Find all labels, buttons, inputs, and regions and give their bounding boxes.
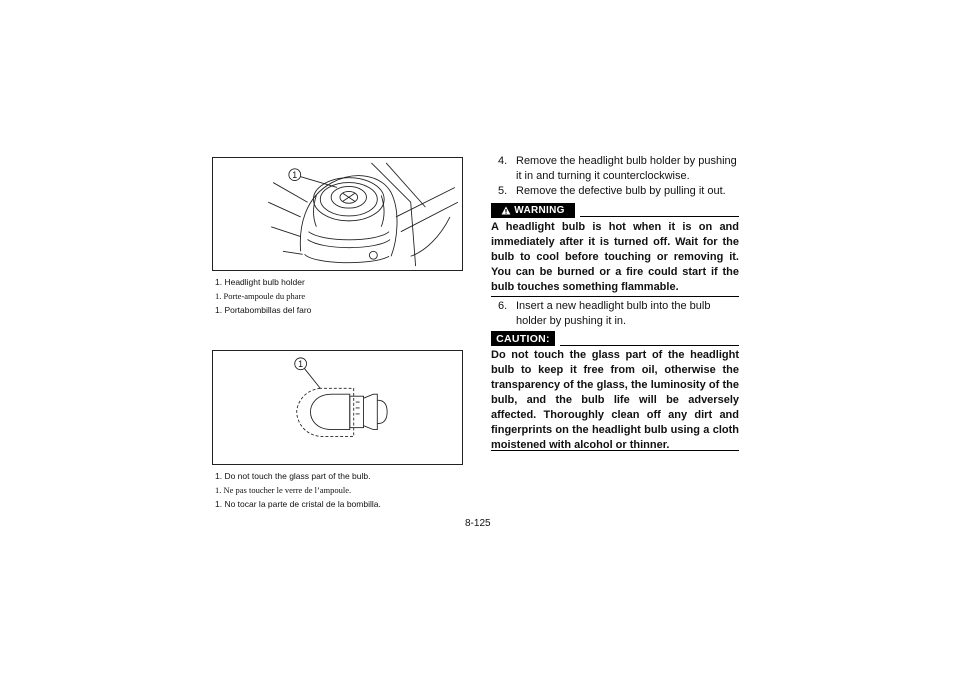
step-text: Remove the headlight bulb holder by pushing it in and turning it counterclockwise. [516, 155, 737, 182]
step-4 [498, 154, 740, 184]
caution-label: CAUTION: [496, 332, 550, 345]
warning-text: A headlight bulb is hot when it is on and immediately after it is turned off. Wait for the bulb to cool before touching or removing it. You can be burned or a fire could start if the bulb touches something flammable. [491, 221, 739, 293]
figure2-caption-es: 1. No tocar la parte de cristal de la bombilla. [215, 499, 381, 509]
figure2-caption-en: 1. Do not touch the glass part of the bulb. [215, 471, 371, 481]
warning-label: WARNING [514, 205, 565, 216]
caution-badge [491, 331, 555, 346]
svg-text:1: 1 [292, 170, 298, 181]
step-6 [498, 299, 740, 329]
figure1-caption-es: 1. Portabombillas del faro [215, 305, 312, 315]
caution-bottom-rule [491, 450, 739, 451]
warning-top-rule [580, 216, 739, 217]
step-number: 6. [498, 300, 508, 312]
headlight-holder-illustration [213, 158, 462, 270]
svg-text:1: 1 [298, 359, 304, 370]
caution-top-rule [560, 345, 739, 346]
figure-headlight-bulb-holder [212, 157, 463, 271]
figure1-caption-en: 1. Headlight bulb holder [215, 277, 305, 287]
step-number: 4. [498, 155, 508, 167]
figure1-caption-fr: 1. Porte-ampoule du phare [215, 291, 306, 301]
figure-headlight-bulb [212, 350, 463, 465]
warning-triangle-icon [501, 206, 511, 215]
step-5 [498, 184, 740, 199]
step-text: Remove the defective bulb by pulling it out. [516, 185, 726, 197]
warning-badge [491, 203, 575, 218]
caution-text: Do not touch the glass part of the headlight bulb to keep it free from oil, otherwise the transparency of the glass, the luminosity of the bulb, and the bulb life will be adversely affected. Thoroughly clean off any dirt and fingerprints on the headlight bulb using a cloth moistened with alcohol or thinner. [491, 349, 739, 451]
step-text: Insert a new headlight bulb into the bulb holder by pushing it in. [516, 300, 711, 327]
figure2-caption-fr: 1. Ne pas toucher le verre de l’ampoule. [215, 485, 352, 495]
step-number: 5. [498, 185, 508, 197]
page-number: 8-125 [465, 518, 491, 529]
bulb-illustration [213, 351, 462, 464]
warning-bottom-rule [491, 296, 739, 297]
